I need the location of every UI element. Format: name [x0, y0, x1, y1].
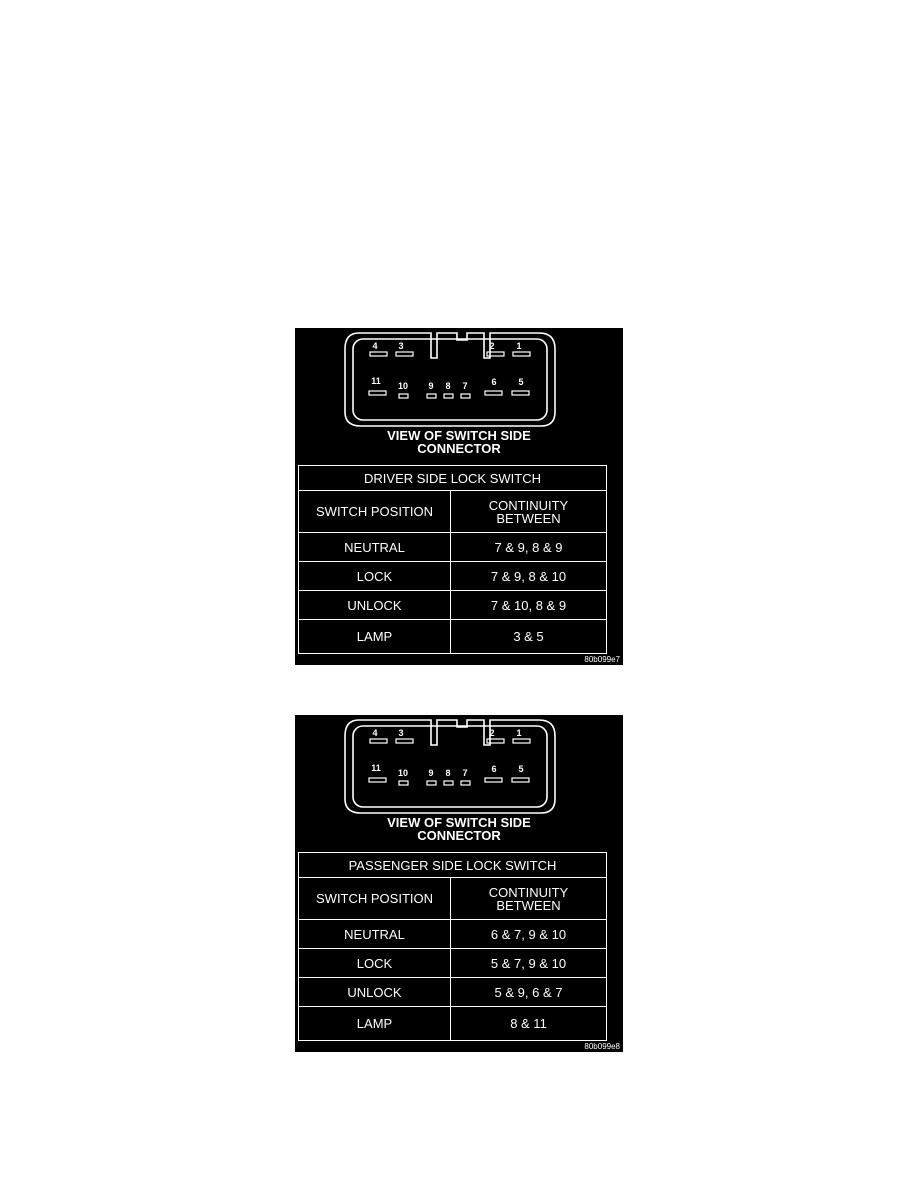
pin-label: 9 [428, 381, 434, 391]
connector-pin-slots [369, 352, 530, 398]
pin-slot-11 [369, 391, 386, 395]
continuity-table [298, 465, 607, 654]
pin-slot-4 [370, 739, 387, 743]
passenger-lock-switch-figure [295, 715, 623, 1052]
pin-slot-3 [396, 739, 413, 743]
pin-slot-1 [513, 352, 530, 356]
pin-label: 1 [516, 728, 522, 738]
connector-pin-slots [369, 739, 530, 785]
pin-label: 4 [372, 728, 378, 738]
pin-slot-11 [369, 778, 386, 782]
pin-label: 9 [428, 768, 434, 778]
table-title: DRIVER SIDE LOCK SWITCH [299, 466, 606, 491]
column-header-switch-position: SWITCH POSITION [299, 491, 451, 533]
connector-caption: VIEW OF SWITCH SIDE CONNECTOR [387, 428, 531, 456]
continuity-table [298, 852, 607, 1041]
pin-label: 6 [491, 377, 497, 387]
pin-slot-8 [444, 394, 453, 398]
figure-id: 80b099e7 [584, 655, 620, 664]
pin-label: 11 [371, 763, 381, 773]
row-continuity: 7 & 9, 8 & 9 [451, 533, 606, 562]
row-continuity: 5 & 9, 6 & 7 [451, 978, 606, 1007]
pin-label: 7 [462, 768, 468, 778]
pin-slot-5 [512, 778, 529, 782]
pin-label: 8 [445, 768, 451, 778]
table-title: PASSENGER SIDE LOCK SWITCH [299, 853, 606, 878]
figure-id: 80b099e8 [584, 1042, 620, 1051]
row-position: NEUTRAL [299, 920, 451, 949]
row-continuity: 7 & 9, 8 & 10 [451, 562, 606, 591]
pin-label: 2 [489, 341, 495, 351]
pin-slot-7 [461, 781, 470, 785]
pin-slot-7 [461, 394, 470, 398]
pin-label: 2 [489, 728, 495, 738]
row-continuity: 7 & 10, 8 & 9 [451, 591, 606, 620]
pin-label: 1 [516, 341, 522, 351]
switch-side-connector-diagram [295, 715, 623, 815]
row-position: UNLOCK [299, 591, 451, 620]
pin-slot-9 [427, 394, 436, 398]
pin-label: 6 [491, 764, 497, 774]
row-continuity: 8 & 11 [510, 1016, 547, 1031]
row-position: LOCK [299, 949, 451, 978]
pin-label: 10 [397, 381, 409, 391]
pin-label: 11 [371, 376, 381, 386]
column-header-continuity: CONTINUITY BETWEEN [451, 491, 606, 533]
pin-label: 5 [518, 764, 524, 774]
driver-lock-switch-figure [295, 328, 623, 665]
pin-label: 7 [462, 381, 468, 391]
pin-label: 8 [445, 381, 451, 391]
row-position: UNLOCK [299, 978, 451, 1007]
switch-side-connector-diagram [295, 328, 623, 428]
column-header-continuity: CONTINUITY BETWEEN [451, 878, 606, 920]
row-continuity: 5 & 7, 9 & 10 [451, 949, 606, 978]
pin-slot-6 [485, 391, 502, 395]
row-position: LAMP [299, 1007, 451, 1040]
pin-slot-10 [399, 394, 408, 398]
pin-label: 10 [397, 768, 409, 778]
row-position: NEUTRAL [299, 533, 451, 562]
row-continuity: 6 & 7, 9 & 10 [451, 920, 606, 949]
row-position: LOCK [299, 562, 451, 591]
pin-slot-10 [399, 781, 408, 785]
pin-slot-4 [370, 352, 387, 356]
pin-label: 3 [398, 341, 404, 351]
pin-label: 4 [372, 341, 378, 351]
pin-label: 3 [398, 728, 404, 738]
pin-slot-8 [444, 781, 453, 785]
connector-caption: VIEW OF SWITCH SIDE CONNECTOR [387, 815, 531, 843]
pin-slot-5 [512, 391, 529, 395]
pin-label: 5 [518, 377, 524, 387]
column-header-switch-position: SWITCH POSITION [299, 878, 451, 920]
pin-slot-3 [396, 352, 413, 356]
row-continuity: 3 & 5 [513, 629, 544, 644]
pin-slot-9 [427, 781, 436, 785]
row-position: LAMP [299, 620, 451, 653]
pin-slot-1 [513, 739, 530, 743]
pin-slot-6 [485, 778, 502, 782]
